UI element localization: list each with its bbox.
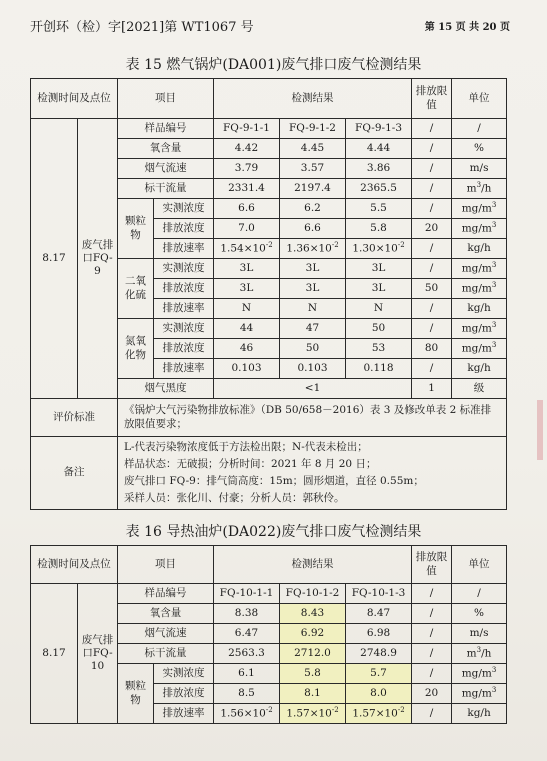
result-1: 44	[214, 319, 280, 339]
unit: $m^3/h$	[452, 644, 507, 664]
measure-date: 8.17	[31, 119, 78, 399]
result-1: 6.6	[214, 199, 280, 219]
unit: $mg/m^3$	[452, 339, 507, 359]
item-label: 烟气流速	[118, 159, 214, 179]
unit: kg/h	[452, 704, 507, 724]
header-unit: 单位	[452, 546, 507, 584]
limit-value: /	[412, 319, 452, 339]
result-3: 8.47	[346, 604, 412, 624]
param-label: 排放速率	[154, 359, 214, 379]
unit: $mg/m^3$	[452, 319, 507, 339]
header-result: 检测结果	[214, 546, 412, 584]
header-item: 项目	[118, 79, 214, 119]
limit-value: /	[412, 624, 452, 644]
result-3: 6.98	[346, 624, 412, 644]
limit-value: /	[412, 644, 452, 664]
table-15-title: 表 15 燃气锅炉(DA001)废气排口废气检测结果	[125, 57, 422, 73]
limit-value: /	[412, 664, 452, 684]
header-time-point: 检测时间及点位	[31, 79, 118, 119]
limit-value: 1	[412, 379, 452, 399]
limit-value: /	[412, 159, 452, 179]
note-line: 采样人员：张化川、付豪；分析人员：郭秋伶。	[124, 492, 345, 504]
item-label: 烟气黑度	[118, 379, 214, 399]
result-2: 0.103	[280, 359, 346, 379]
param-label: 实测浓度	[154, 664, 214, 684]
item-label: 样品编号	[118, 119, 214, 139]
result-3: 2365.5	[346, 179, 412, 199]
result-1: 6.47	[214, 624, 280, 644]
result-3: 5.5	[346, 199, 412, 219]
result-1: N	[214, 299, 280, 319]
header-time-point: 检测时间及点位	[31, 546, 118, 584]
result-3: 3L	[346, 279, 412, 299]
limit-value: /	[412, 584, 452, 604]
pollutant-name: 颗粒物	[118, 664, 154, 724]
unit: $mg/m^3$	[452, 199, 507, 219]
document-number: 开创环（检）字[2021]第 WT1067 号	[30, 20, 254, 35]
item-label: 标干流量	[118, 644, 214, 664]
unit: $m^3/h$	[452, 179, 507, 199]
result-3: 8.0	[346, 684, 412, 704]
result-1: $1.56\times 10^{-2}$	[214, 704, 280, 724]
param-label: 排放浓度	[154, 684, 214, 704]
page-number: 第 15 页 共 20 页	[424, 22, 510, 33]
result-2: $1.36\times 10^{-2}$	[280, 239, 346, 259]
result-2: 50	[280, 339, 346, 359]
result-3: 3L	[346, 259, 412, 279]
limit-value: 50	[412, 279, 452, 299]
header-unit: 单位	[452, 79, 507, 119]
result-1: 46	[214, 339, 280, 359]
result-2: 6.92	[280, 624, 346, 644]
table-row	[31, 119, 507, 139]
header-limit: 排放限值	[412, 546, 452, 584]
result-2: FQ-9-1-2	[280, 119, 346, 139]
result-2: 8.1	[280, 684, 346, 704]
table-15	[30, 78, 507, 510]
pollutant-name: 氮氧化物	[118, 319, 154, 379]
result-2: 3.57	[280, 159, 346, 179]
result-1: 2563.3	[214, 644, 280, 664]
table-row	[31, 584, 507, 604]
result-2: 2712.0	[280, 644, 346, 664]
param-label: 排放速率	[154, 299, 214, 319]
unit: $mg/m^3$	[452, 259, 507, 279]
result-3: 50	[346, 319, 412, 339]
item-label: 氧含量	[118, 139, 214, 159]
limit-value: /	[412, 239, 452, 259]
unit: m/s	[452, 624, 507, 644]
result-2: $1.57\times 10^{-2}$	[280, 704, 346, 724]
result-1: $1.54\times 10^{-2}$	[214, 239, 280, 259]
result-1: FQ-9-1-1	[214, 119, 280, 139]
limit-value: /	[412, 604, 452, 624]
limit-value: 20	[412, 684, 452, 704]
notes-row	[31, 437, 507, 510]
unit: /	[452, 584, 507, 604]
item-label: 样品编号	[118, 584, 214, 604]
unit: $mg/m^3$	[452, 219, 507, 239]
result-1: 3L	[214, 259, 280, 279]
result-2: N	[280, 299, 346, 319]
limit-value: 20	[412, 219, 452, 239]
result-3: 4.44	[346, 139, 412, 159]
limit-value: /	[412, 119, 452, 139]
unit: m/s	[452, 159, 507, 179]
param-label: 排放浓度	[154, 219, 214, 239]
standard-text: 《锅炉大气污染物排放标准》（DB 50/658－2016）表 3 及修改单表 2 标准排放限值要求；	[118, 399, 507, 437]
result-2: 5.8	[280, 664, 346, 684]
result-2: 3L	[280, 259, 346, 279]
limit-value: /	[412, 199, 452, 219]
param-label: 排放速率	[154, 704, 214, 724]
unit: kg/h	[452, 239, 507, 259]
result-2: FQ-10-1-2	[280, 584, 346, 604]
limit-value: /	[412, 359, 452, 379]
unit: %	[452, 139, 507, 159]
table-16-title: 表 16 导热油炉(DA022)废气排口废气检测结果	[125, 524, 422, 540]
result-3: N	[346, 299, 412, 319]
result-3: FQ-10-1-3	[346, 584, 412, 604]
param-label: 实测浓度	[154, 259, 214, 279]
header-item: 项目	[118, 546, 214, 584]
result-1: 3L	[214, 279, 280, 299]
limit-value: /	[412, 259, 452, 279]
result-2: 8.43	[280, 604, 346, 624]
limit-value: 80	[412, 339, 452, 359]
table-16	[30, 545, 507, 724]
sampling-point: 废气排口FQ-10	[78, 584, 118, 724]
result-1: 7.0	[214, 219, 280, 239]
result-1: 3.79	[214, 159, 280, 179]
red-stamp-edge	[537, 400, 543, 460]
result-1: 0.103	[214, 359, 280, 379]
item-label: 标干流量	[118, 179, 214, 199]
unit: %	[452, 604, 507, 624]
item-label: 烟气流速	[118, 624, 214, 644]
param-label: 排放浓度	[154, 279, 214, 299]
notes-body	[118, 437, 507, 510]
unit: /	[452, 119, 507, 139]
limit-value: /	[412, 139, 452, 159]
result-2: 6.2	[280, 199, 346, 219]
result-3: 5.8	[346, 219, 412, 239]
blackness-value: <1	[214, 379, 412, 399]
unit: 级	[452, 379, 507, 399]
notes-label: 备注	[31, 437, 118, 510]
unit: $mg/m^3$	[452, 279, 507, 299]
result-2: 2197.4	[280, 179, 346, 199]
param-label: 排放速率	[154, 239, 214, 259]
result-1: 2331.4	[214, 179, 280, 199]
header-result: 检测结果	[214, 79, 412, 119]
limit-value: /	[412, 704, 452, 724]
result-3: $1.30\times 10^{-2}$	[346, 239, 412, 259]
page-header	[30, 12, 510, 46]
standard-label: 评价标准	[31, 399, 118, 437]
result-2: 4.45	[280, 139, 346, 159]
param-label: 实测浓度	[154, 199, 214, 219]
result-1: 8.5	[214, 684, 280, 704]
result-3: 0.118	[346, 359, 412, 379]
unit: $mg/m^3$	[452, 684, 507, 704]
unit: kg/h	[452, 299, 507, 319]
unit: $mg/m^3$	[452, 664, 507, 684]
result-3: 53	[346, 339, 412, 359]
limit-value: /	[412, 179, 452, 199]
param-label: 实测浓度	[154, 319, 214, 339]
result-1: 4.42	[214, 139, 280, 159]
result-2: 6.6	[280, 219, 346, 239]
result-3: FQ-9-1-3	[346, 119, 412, 139]
result-2: 47	[280, 319, 346, 339]
item-label: 氧含量	[118, 604, 214, 624]
result-3: 2748.9	[346, 644, 412, 664]
standard-row	[31, 399, 507, 437]
limit-value: /	[412, 299, 452, 319]
measure-date: 8.17	[31, 584, 78, 724]
pollutant-name: 颗粒物	[118, 199, 154, 259]
param-label: 排放浓度	[154, 339, 214, 359]
result-3: 5.7	[346, 664, 412, 684]
result-1: 8.38	[214, 604, 280, 624]
sampling-point: 废气排口FQ-9	[78, 119, 118, 399]
unit: kg/h	[452, 359, 507, 379]
result-1: 6.1	[214, 664, 280, 684]
result-2: 3L	[280, 279, 346, 299]
note-line: L-代表污染物浓度低于方法检出限；N-代表未检出；	[124, 441, 368, 453]
result-3: 3.86	[346, 159, 412, 179]
note-line: 废气排口 FQ-9：排气筒高度：15m；圆形烟道，直径 0.55m；	[124, 475, 424, 487]
result-1: FQ-10-1-1	[214, 584, 280, 604]
pollutant-name: 二氧化硫	[118, 259, 154, 319]
result-3: $1.57\times 10^{-2}$	[346, 704, 412, 724]
note-line: 样品状态：无破损；分析时间：2021 年 8 月 20 日；	[124, 458, 377, 470]
header-limit: 排放限值	[412, 79, 452, 119]
